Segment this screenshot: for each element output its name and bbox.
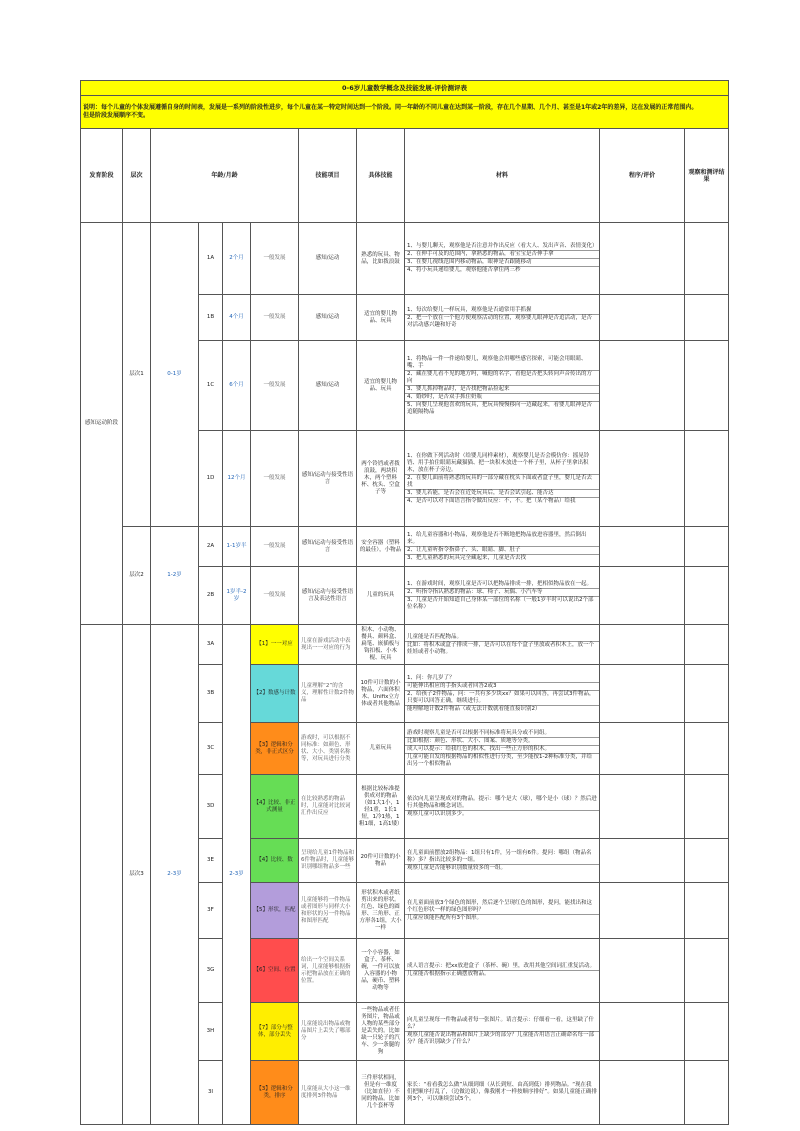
header-material: 材料 <box>405 129 600 223</box>
material-cell: 儿童玩具 <box>357 723 405 775</box>
material-cell: 积木、小动物、餐具、颜料盒、扁笔、嵌插板与钩扣板、小木棍、玩具 <box>357 625 405 665</box>
month-cell: 2-3岁 <box>223 625 251 1125</box>
code-cell: 2B <box>199 567 223 625</box>
procedure-line: 1、将物品一件一件递给婴儿，观察他会用哪些感官探索，可能会用眼睛、嘴、手 <box>405 356 599 371</box>
unskilled-checkbox-cell[interactable] <box>685 223 729 295</box>
unskilled-checkbox-cell[interactable] <box>685 1003 729 1061</box>
code-cell: 1D <box>199 431 223 527</box>
month-cell: 1-1岁半 <box>223 527 251 567</box>
specific-cell: 游戏时，可以根据不同标准：如颜色、形状、大小、类别名称等，对玩具进行分类 <box>299 723 357 775</box>
observe-cell <box>600 223 685 295</box>
observe-cell <box>600 883 685 939</box>
header-age: 年龄/月龄 <box>151 129 299 223</box>
description <box>81 96 729 129</box>
header-observe: 观察和测评结果 <box>685 129 729 223</box>
observe-cell <box>600 939 685 1003</box>
unskilled-checkbox-cell[interactable] <box>685 883 729 939</box>
procedure-line: 2、听指令指认熟悉的物品：球、椅子、玩偶、小汽车等 <box>405 589 599 597</box>
unskilled-checkbox-cell[interactable] <box>685 567 729 625</box>
description-line: 但是阶段发展顺序不变。 <box>83 112 150 119</box>
header-skill: 技能项目 <box>299 129 357 223</box>
code-cell: 3B <box>199 665 223 723</box>
material-cell: 形状积木或者纸剪出来的形状。红色、绿色的圆形、三角形、正方形各1组，大小一样 <box>357 883 405 939</box>
procedure-line: 观察儿童能否说出物品和图片上缺少的部分？儿童能否用语言正确命名每一部分？能否识别缺少了什么？ <box>407 1032 595 1045</box>
procedure-cell <box>405 223 600 295</box>
header-procedure-2: 程序/评价 <box>600 129 685 223</box>
observe-cell <box>600 295 685 341</box>
skill-cell: 一般发展 <box>251 527 299 567</box>
code-cell: 3D <box>199 775 223 839</box>
month-cell: 4个月 <box>223 295 251 341</box>
procedure-cell <box>405 625 600 665</box>
unskilled-checkbox-cell[interactable] <box>685 341 729 431</box>
observe-cell <box>600 527 685 567</box>
observe-cell <box>600 665 685 723</box>
procedure-line: 成人语言提示：把xx放进盒子（茶杯、碗）里，改用其他空间词汇重复活动。 <box>405 963 599 971</box>
procedure-line: 4、婚纱时，是否双手抓住奶瓶 <box>405 394 599 402</box>
skill-cell: 【3】逻辑和分类，非正式区分 <box>251 723 299 775</box>
procedure-line: 2、给孩子2件物品，问：一共有多少块xx？如果可以回答，再尝试3件物品，只要可以回答正确，继续进行。 <box>405 691 599 706</box>
procedure-line: 成人可以提示：给我红色的积木，找出一些正方形的积木。 <box>405 746 599 754</box>
specific-cell: 感知/运动与接受性语言 <box>299 527 357 567</box>
procedure-line: 比如：将积木或盒子排成一排，是否可以在每个盒子里放或者积木上，放一个娃娃或者小动物。 <box>407 641 595 655</box>
material-cell: 适宜的婴儿物品、玩具 <box>357 295 405 341</box>
procedure-line: 1、每次给婴儿一样玩具，观察他是否通常用手抓握 <box>405 307 599 315</box>
level-cell: 层次3 <box>123 625 151 1125</box>
specific-cell: 感知/运动 <box>299 341 357 431</box>
unskilled-checkbox-cell[interactable] <box>685 939 729 1003</box>
table-row <box>81 527 729 567</box>
specific-cell: 儿童能从大小这一维度排列3件物品 <box>299 1061 357 1125</box>
procedure-line: 儿童能否根据指示正确摆放物品。 <box>407 971 490 977</box>
skill-cell: 一般发展 <box>251 223 299 295</box>
code-cell: 3H <box>199 1003 223 1061</box>
specific-cell: 儿童在游戏活动中表现出一一对应的行为 <box>299 625 357 665</box>
observe-cell <box>600 1061 685 1125</box>
level-cell: 层次1 <box>123 223 151 527</box>
skill-cell: 一般发展 <box>251 567 299 625</box>
skill-cell: 一般发展 <box>251 341 299 431</box>
code-cell: 3C <box>199 723 223 775</box>
specific-cell: 感知/运动与接受性语言及表达性语言 <box>299 567 357 625</box>
material-cell: 根据比较标准提供成对的物品（如1大1小，1轻1重，1长1短，1冷1热，1粗1细，1高1矮） <box>357 775 405 839</box>
material-cell: 适宜的婴儿物品、玩具 <box>357 341 405 431</box>
unskilled-checkbox-cell[interactable] <box>685 431 729 527</box>
observe-cell <box>600 723 685 775</box>
procedure-line: 3、儿童是否开始知道自己身体某一部位的名称（一般1岁半时可以说出2个部位名称） <box>407 596 594 610</box>
unskilled-checkbox-cell[interactable] <box>685 1061 729 1125</box>
unskilled-checkbox-cell[interactable] <box>685 775 729 839</box>
procedure-cell <box>405 665 600 723</box>
procedure-line: 1、在你做下列活动时（给婴儿同样素材），观察婴儿是否会模仿你：摇晃铃铛、用手拍住眼睛玩藏猫猫、把一块积木放进一个杯子里，从杯子里拿出积木，放在杯子旁边。 <box>405 453 599 475</box>
procedure-cell <box>405 939 600 1003</box>
code-cell: 3F <box>199 883 223 939</box>
observe-cell <box>600 1003 685 1061</box>
material-cell: 三件形状相同，但是有一维度（比如直径）不同的物品。比如几个套杯等 <box>357 1061 405 1125</box>
skill-cell: 【7】部分与整体，部分丢失 <box>251 1003 299 1061</box>
material-cell: 20件可计数的小物品 <box>357 839 405 883</box>
skill-cell: 【6】空间、位置 <box>251 939 299 1003</box>
observe-cell <box>600 775 685 839</box>
material-cell: 一些物品或者任务图片，物品或人物的某些部分是丢失的。比如缺一只轮子的汽车、少一条腿的狗 <box>357 1003 405 1061</box>
age-cell: 2-3岁 <box>151 625 199 1125</box>
procedure-line: 比如根据：颜色、形状、大小、图案、质地等分类。 <box>405 738 599 746</box>
header-stage: 发育阶段 <box>81 129 123 223</box>
procedure-line: 儿童能是否匹配物品。 <box>405 634 599 642</box>
header-level: 层次 <box>123 129 151 223</box>
procedure-line: 2、让儿童听指令指鼻子、头、眼睛、脚、肚子 <box>405 547 599 555</box>
code-cell: 2A <box>199 527 223 567</box>
specific-cell: 在比较熟悉的物品时，儿童能对比较词汇作出反应 <box>299 775 357 839</box>
procedure-line: 2、藏在婴儿看不见的地方吗，喊他的名字，看他是否把头转向声音传出的方向 <box>405 371 599 386</box>
procedure-cell <box>405 839 600 883</box>
procedure-line: 4、是否可以对下面语言指令做出反应：不，不。把（某个物品）给我 <box>407 497 576 504</box>
material-cell: 10件可计数的小物品，六面体积木、Unifix立方体或者其他物品 <box>357 665 405 723</box>
procedure-cell <box>405 1003 600 1061</box>
procedure-line: 儿童可能自发的根据物品的相似性进行分类，至少能按1-2种标准分类，并给出另一个相似物品 <box>407 753 592 767</box>
procedure-line: 依次向儿童呈现成对的物品。提示：哪个是大（球），哪个是小（球）？然后进行其他物品和概念词语。 <box>405 796 599 811</box>
evaluation-table <box>80 80 729 1125</box>
observe-cell <box>600 431 685 527</box>
procedure-cell <box>405 723 600 775</box>
specific-cell: 感知/运动 <box>299 223 357 295</box>
procedure-line: 儿童应该能匹配所有3个图形。 <box>407 914 483 921</box>
procedure-line: 3、婴儿抓掉物品时，是否找把物品捡起来 <box>405 386 599 394</box>
skill-cell: 【4】比较、非正式测量 <box>251 775 299 839</box>
material-cell: 儿童的玩具 <box>357 567 405 625</box>
table-row <box>81 625 729 665</box>
procedure-line: 2、把一个放在一个他方便观察活动的位置，观察婴儿眼神是否追活动，是否对活动感兴趣和好奇 <box>407 314 593 328</box>
age-cell: 1-2岁 <box>151 527 199 625</box>
code-cell: 1A <box>199 223 223 295</box>
specific-cell: 儿童能说出物品或物品图片上丢失了哪部分 <box>299 1003 357 1061</box>
procedure-line: 在儿童面前放3个绿色的图形，然后逐个呈现红色的图形，提问，能找出和这个红色形状一样的绿色图形吗？ <box>405 900 599 915</box>
code-cell: 1C <box>199 341 223 431</box>
material-cell: 熟悉的玩具、物品，比如拨浪鼓 <box>357 223 405 295</box>
skill-cell: 一般发展 <box>251 295 299 341</box>
code-cell: 1B <box>199 295 223 341</box>
evaluation-sheet <box>80 80 728 1125</box>
page-title: 0-6岁儿童数学概念及技能发展-评价测评表 <box>81 81 729 96</box>
procedure-line: 在儿童面前摆放2组物品：1组只有1件，另一组有6件。提问：哪组（物品名称）多？指出比较多的一组。 <box>405 850 599 865</box>
procedure-cell <box>405 341 600 431</box>
procedure-cell <box>405 775 600 839</box>
procedure-line: 4、将小玩具递给婴儿，观察他能否拿住两三秒 <box>407 267 521 273</box>
unskilled-checkbox-cell[interactable] <box>685 665 729 723</box>
unskilled-checkbox-cell[interactable] <box>685 625 729 665</box>
specific-cell: 呈现给儿童1件物品和6件物品时，儿童能够识别哪组物品多一些 <box>299 839 357 883</box>
procedure-line: 观察儿童可以识别多少。 <box>407 810 468 817</box>
code-cell: 3G <box>199 939 223 1003</box>
specific-cell: 感知/运动 <box>299 295 357 341</box>
unskilled-checkbox-cell[interactable] <box>685 527 729 567</box>
observe-cell <box>600 625 685 665</box>
age-cell: 0-1岁 <box>151 223 199 527</box>
skill-cell: 【5】形状，匹配 <box>251 883 299 939</box>
procedure-line: 3、在婴儿视线范围内移动物品，眼神是否跟随移动 <box>405 259 599 267</box>
procedure-cell <box>405 883 600 939</box>
procedure-line: 3、把儿童熟悉的玩具完全藏起来，儿童是否去找 <box>407 554 527 561</box>
procedure-line: 1、与婴儿聊天，观察他是否注意并作出反应（看大人、发出声音、表情变化） <box>407 243 598 249</box>
observe-cell <box>600 341 685 431</box>
procedure-line: 5、向婴儿呈现他喜欢的玩具，把玩具慢慢移向一边藏起来，看婴儿眼神是否追随隔物品 <box>407 401 593 415</box>
procedure-line: 家长：“看看我怎么做”从细到细（从长到短、由高到低）排列物品。“现在我们把顺序打乱了，（边做边说），像我刚才一样按顺序排好”。如果儿童能正确排列3个，可以继续尝试5个。 <box>407 1082 597 1102</box>
material-cell: 一个小容器，如盒子、茶杯、碗，一件可以放入容器的小物品，硬币、塑料动物等 <box>357 939 405 1003</box>
observe-cell <box>600 567 685 625</box>
procedure-line: 1、给儿童容器和小物品，观察他是否不断地把物品放进容器里，然后倒出来。 <box>405 532 599 547</box>
procedure-line: 向儿童呈现每一件物品或者每一张图片。请言提示：仔细看一看，这里缺了什么？ <box>405 1017 599 1032</box>
specific-cell: 感知/运动与接受性语言 <box>299 431 357 527</box>
month-cell: 2个月 <box>223 223 251 295</box>
procedure-line: 3、婴儿若能，是否会在近处玩具后，是否会试引起、能否达 <box>405 490 599 498</box>
code-cell: 3E <box>199 839 223 883</box>
specific-cell: 儿童能够将一件物品或者图形与同样大小和形状的另一件物品和图形匹配 <box>299 883 357 939</box>
unskilled-checkbox-cell[interactable] <box>685 723 729 775</box>
description-line: 说明：每个儿童的个体发展遵循自身的时间表，发展是一系列的阶段性进步，每个儿童在某一特定时间达到一个阶段。同一年龄的不同儿童在达到某一阶段，存在几个星期、几个月、甚至是1年或2年的差异，这在发展的正常范围内。 <box>83 104 698 111</box>
stage-cell-empty <box>81 625 123 1125</box>
procedure-line: 可能伸出相应的手指头或者回答2或3 <box>405 683 599 691</box>
material-cell: 安全容器（塑料的最佳），小物品 <box>357 527 405 567</box>
procedure-cell <box>405 1061 600 1125</box>
procedure-line: 1、问：你几岁了？ <box>405 675 599 683</box>
procedure-line: 1、在游戏时间，观察儿童是否可以把物品排成一排，把相似物品放在一起。 <box>405 581 599 589</box>
procedure-cell <box>405 431 600 527</box>
skill-cell: 【2】数感与计数 <box>251 665 299 723</box>
unskilled-checkbox-cell[interactable] <box>685 839 729 883</box>
procedure-cell <box>405 567 600 625</box>
material-cell: 两个铃铛或者拨浪鼓，两块积木，两个塑料杯、枕头、空盒子等 <box>357 431 405 527</box>
code-cell: 3A <box>199 625 223 665</box>
procedure-line: 2、在婴儿面前将熟悉的玩具的一部分藏在枕头下面或者盒子里，婴儿是否去找 <box>405 475 599 490</box>
specific-cell: 给出一个空间关系词，儿童能够根据指示把物品放在正确的位置。 <box>299 939 357 1003</box>
skill-cell: 【3】逻辑和分类，排序 <box>251 1061 299 1125</box>
procedure-line: 游戏时观察儿童是否可以根据不同标准将玩具分或不同组。 <box>405 730 599 738</box>
procedure-line: 2、在伸手可及的范围内，拿熟悉的物品，看宝宝是否伸手拿 <box>405 251 599 259</box>
skill-cell: 【1】一一对应 <box>251 625 299 665</box>
table-row <box>81 223 729 295</box>
procedure-cell <box>405 527 600 567</box>
procedure-line: 能理解地计数2件物品（或无法计数就看能直接识别2） <box>407 705 541 712</box>
specific-cell: 儿童理解“2”的含义，理解性计数2件物品 <box>299 665 357 723</box>
month-cell: 12个月 <box>223 431 251 527</box>
month-cell: 1岁半-2岁 <box>223 567 251 625</box>
procedure-cell <box>405 295 600 341</box>
skill-cell: 一般发展 <box>251 431 299 527</box>
procedure-line: 观察儿童是否能够识别数量较多的一组。 <box>407 864 507 871</box>
month-cell: 6个月 <box>223 341 251 431</box>
observe-cell <box>600 839 685 883</box>
header-specific: 具体技能 <box>357 129 405 223</box>
stage-cell: 感知运动阶段 <box>81 223 123 625</box>
unskilled-checkbox-cell[interactable] <box>685 295 729 341</box>
skill-cell: 【4】比较、数 <box>251 839 299 883</box>
level-cell: 层次2 <box>123 527 151 625</box>
code-cell: 3I <box>199 1061 223 1125</box>
